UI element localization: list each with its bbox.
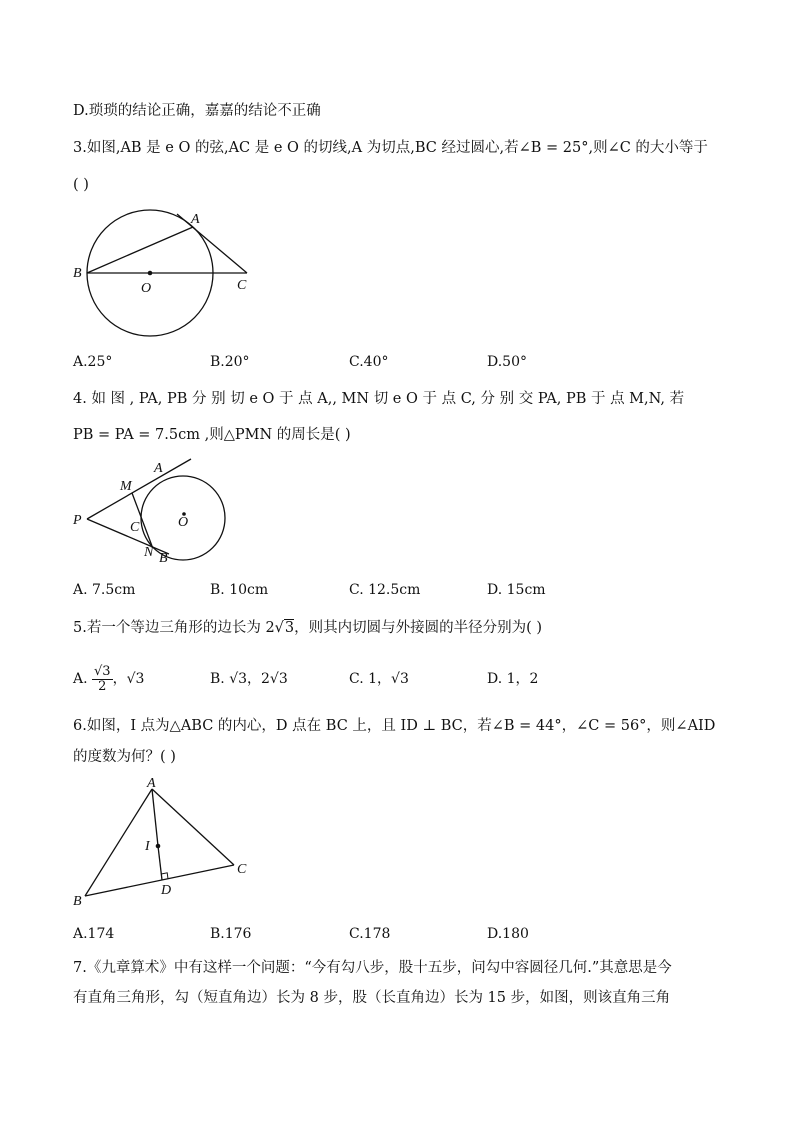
q5-stem-part2: ，则其内切圆与外接圆的半径分别为( ) [294, 620, 543, 636]
q2-option-d: D.琐琐的结论正确，嘉嘉的结论不正确 [73, 103, 321, 119]
q4-option-a: A. 7.5cm [73, 582, 136, 598]
q3-option-b: B.20° [210, 354, 250, 370]
q5-option-a-prefix: A. [73, 671, 88, 687]
q4-option-d: D. 15cm [487, 582, 546, 598]
q6-segment-id [158, 846, 162, 880]
q6-side-ac [152, 789, 234, 865]
q4-label-a: A [154, 461, 163, 476]
q3-stem: 3.如图,AB 是 e O 的弦,AC 是 e O 的切线,A 为切点,BC 经过圆心,若∠B = 25°,则∠C 的大小等于 [73, 140, 708, 156]
q3-figure [65, 200, 265, 350]
q4-option-c: C. 12.5cm [349, 582, 421, 598]
q6-stem-line2: 的度数为何？( ) [73, 749, 176, 765]
q4-label-o: O [178, 515, 189, 530]
q6-option-c: C.178 [349, 926, 391, 942]
q5-option-a-numerator: √3 [94, 663, 111, 679]
q6-segment-ai [152, 789, 158, 846]
q4-figure [65, 452, 235, 572]
q7-stem-line2: 有直角三角形，勾（短直角边）长为 8 步，股（长直角边）长为 15 步，如图，则该直角三角 [73, 990, 671, 1006]
q4-label-m: M [120, 479, 132, 494]
q3-chord-ab [87, 227, 193, 273]
q3-label-b: B [73, 266, 82, 281]
q5-option-a-denominator: 2 [98, 678, 107, 694]
q6-option-d: D.180 [487, 926, 529, 942]
q3-option-c: C.40° [349, 354, 389, 370]
q4-label-n: N [144, 545, 154, 560]
q7-stem-line1: 7.《九章算术》中有这样一个问题：“今有勾八步，股十五步，问勾中容圆径几何.”其意思是今 [73, 960, 672, 976]
q3-option-a: A.25° [73, 354, 113, 370]
q5-option-c: C. 1，√3 [349, 671, 409, 687]
q6-figure [65, 775, 265, 915]
q6-option-b: B.176 [210, 926, 252, 942]
q3-option-d: D.50° [487, 354, 527, 370]
q5-radicand: 3 [284, 620, 295, 636]
q5-option-d: D. 1，2 [487, 671, 539, 687]
q6-stem-line1: 6.如图，I 点为△ABC 的内心，D 点在 BC 上，且 ID ⊥ BC，若∠B = 44°，∠C = 56°，则∠AID [73, 718, 716, 734]
q5-radical: √3 [274, 620, 295, 636]
q4-label-b: B [159, 551, 168, 566]
q5-option-a-fraction [92, 665, 113, 694]
q4-option-b: B. 10cm [210, 582, 269, 598]
q5-option-b: B. √3，2√3 [210, 671, 288, 687]
q4-stem-line2: PB = PA = 7.5cm ,则△PMN 的周长是( ) [73, 427, 351, 443]
q6-label-i: I [145, 839, 150, 854]
q3-answer-paren: ( ) [73, 177, 89, 193]
q6-option-a: A.174 [73, 926, 115, 942]
q6-label-a: A [147, 776, 156, 791]
q3-label-o: O [141, 281, 152, 296]
q5-stem-part1: 5.若一个等边三角形的边长为 2 [73, 620, 275, 636]
q6-incenter-dot [156, 844, 161, 849]
q5-stem [73, 618, 542, 638]
q4-label-c: C [130, 520, 140, 535]
q3-label-c: C [237, 278, 247, 293]
q3-center-dot [148, 271, 153, 276]
q4-label-p: P [73, 513, 82, 528]
q6-side-bc [85, 865, 234, 896]
q6-label-b: B [73, 894, 82, 909]
q6-side-ab [85, 789, 152, 896]
q4-stem-line1: 4. 如 图 , PA, PB 分 别 切 e O 于 点 A,, MN 切 e O 于 点 C, 分 别 交 PA, PB 于 点 M,N, 若 [73, 391, 685, 407]
q5-option-a-rest: ，√3 [112, 671, 145, 687]
q4-tangent-pb [87, 519, 169, 554]
q3-label-a: A [191, 212, 200, 227]
q6-label-c: C [237, 862, 247, 877]
q5-option-a [73, 657, 144, 701]
q6-label-d: D [161, 883, 172, 898]
